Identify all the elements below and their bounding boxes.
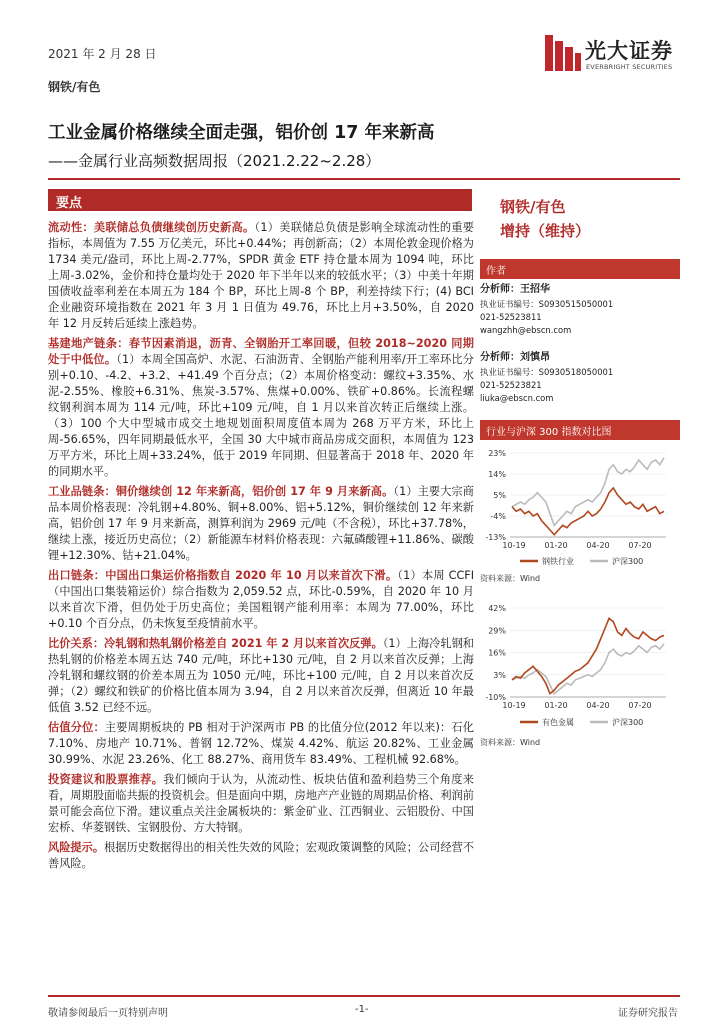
paragraph: 投资建议和股票推荐。我们倾向于认为，从流动性、板块估值和盈利趋势三个角度来看，周期股面临共振的投资机会。但是面向中期，房地产产业链的周期品价格、利润前景可能会高位下滑。建议重点关注金属板块的：紫金矿业、江西铜业、云铝股份、中国宏桥、华菱钢铁、宝钢股份、方大特钢。 bbox=[48, 773, 474, 834]
authors-label: 作者 bbox=[486, 266, 506, 277]
chart-section-label: 行业与沪深 300 指数对比图 bbox=[486, 427, 612, 438]
y-tick-label: 23% bbox=[488, 449, 506, 458]
y-tick-label: 3% bbox=[493, 670, 506, 680]
report-date: 2021 年 2 月 28 日 bbox=[48, 47, 157, 61]
analyst-block: 分析师：刘慎昂 执业证书编号：S0930518050001 021-52523821 liuka@ebscn.com bbox=[480, 352, 614, 403]
keypoints-header bbox=[48, 189, 472, 211]
nonferrous-vs-csi300-chart bbox=[478, 600, 683, 730]
y-tick-label: 14% bbox=[488, 470, 506, 479]
page-number: -1- bbox=[355, 1004, 369, 1015]
x-tick-label: 10-19 bbox=[502, 541, 526, 550]
analyst-name: 刘慎昂 bbox=[520, 352, 550, 363]
legend-label: 有色金属 bbox=[542, 718, 574, 727]
y-tick-label: 29% bbox=[488, 626, 506, 636]
paragraph: 基建地产链条：春节因素消退，沥青、全钢胎开工率回暖，但较 2018~2020 同期处于中低位。（1）本周全国高炉、水泥、石油沥青、全钢胎产能利用率/开工率环比分别+0.10、-4.2、+3.2、+41.49 个百分点；（2）本周价格变动：螺纹+3.35%、水泥-2.55%、橡胶+6.31%、焦炭-3.57%、焦煤+0.00%、铁矿+0.86%。长流程螺纹钢利润本周为 114 元/吨，环比+109 元/吨，自 1 月以来首次转正后继续上涨。（3）100 个大中型城市成交土地规划面积周度值本周为 268 万平方米，环比上周-56.65%，四年同期最低水平，全国 30 大中城市商品房成交面积，本周值为 123 万平方米，环比上周+33.24%，低于 2019 年同期、但显著高于 2018 年、2020 年的同期水平。 bbox=[48, 337, 474, 478]
paragraph: 风险提示。根据历史数据得出的相关性失效的风险；宏观政策调整的风险；公司经营不善风险。 bbox=[48, 841, 474, 870]
steel-vs-csi300-chart bbox=[478, 445, 683, 570]
rating-value: 增持（维持） bbox=[500, 222, 591, 240]
x-tick-label: 07-20 bbox=[628, 701, 652, 710]
analyst-block: 分析师：王招华 执业证书编号：S0930515050001 021-52523811 wangzhh@ebscn.com bbox=[480, 284, 614, 335]
x-tick-label: 01-20 bbox=[544, 541, 568, 550]
footer-doc-type: 证券研究报告 bbox=[618, 1008, 678, 1019]
x-tick-label: 10-19 bbox=[502, 701, 526, 710]
x-tick-label: 04-20 bbox=[586, 701, 610, 710]
y-tick-label: 5% bbox=[493, 491, 506, 500]
footer-disclaimer: 敬请参阅最后一页特别声明 bbox=[48, 1008, 168, 1019]
series-line bbox=[512, 618, 664, 693]
analyst-email: liuka@ebscn.com bbox=[480, 393, 554, 403]
footer-divider bbox=[48, 995, 680, 997]
x-tick-label: 01-20 bbox=[544, 701, 568, 710]
y-tick-label: -10% bbox=[485, 693, 506, 702]
analyst-name: 王招华 bbox=[520, 284, 550, 295]
logo-text-en: EVERBRIGHT SECURITIES bbox=[586, 63, 673, 71]
logo-text-cn: 光大证券 bbox=[585, 39, 673, 63]
logo bbox=[545, 33, 695, 77]
chart-source: 资料来源：Wind bbox=[480, 738, 541, 747]
paragraph: 估值分位：主要周期板块的 PB 相对于沪深两市 PB 的比值分位(2012 年以来)：石化 7.10%、房地产 10.71%、普钢 12.72%、煤炭 4.42%、航运 20.82%、工业金属 30.99%、水泥 23.26%、化工 88.27%、商用货车 83.49%、工程机械 92.68%。 bbox=[48, 721, 474, 766]
chart-section-header bbox=[480, 420, 680, 440]
x-tick-label: 04-20 bbox=[586, 541, 610, 550]
legend-label: 钢铁行业 bbox=[542, 557, 574, 566]
y-tick-label: -13% bbox=[485, 533, 506, 542]
page-title: 工业金属价格继续全面走强，铝价创 17 年来新高 bbox=[48, 123, 435, 143]
x-tick-label: 07-20 bbox=[628, 541, 652, 550]
chart-source: 资料来源：Wind bbox=[480, 574, 541, 583]
analyst-email: wangzhh@ebscn.com bbox=[480, 325, 572, 335]
y-tick-label: -4% bbox=[490, 512, 506, 521]
paragraph: 流动性：美联储总负债继续创历史新高。（1）美联储总负债是影响全球流动性的重要指标，本周值为 7.55 万亿美元，环比+0.44%；再创新高；（2）本周伦敦金现价格为 1734 美元/盎司，环比上周-2.77%，SPDR 黄金 ETF 持仓量本周为 1094 吨，环比上周-3.02%，金价和持仓量均处于 2020 年下半年以来的较低水平；（3）中美十年期国债收益率利差在本周五为 184 个 BP，环比上周-8 个 BP，利差持续下行；(4) BCI 企业融资环境指数在 2021 年 3 月 1 日值为 49.76，环比上月+3.50%，自 2020 年 12 月反转后延续上涨趋势。 bbox=[48, 221, 474, 330]
rating-sector: 钢铁/有色 bbox=[500, 198, 566, 216]
legend-label: 沪深300 bbox=[612, 557, 644, 566]
y-tick-label: 42% bbox=[488, 604, 506, 613]
page-subtitle: ——金属行业高频数据周报（2021.2.22~2.28） bbox=[48, 152, 381, 170]
y-tick-label: 16% bbox=[488, 648, 506, 658]
keypoints-label: 要点 bbox=[56, 196, 83, 211]
paragraph: 出口链条：中国出口集运价格指数自 2020 年 10 月以来首次下滑。（1）本周 CCFI（中国出口集装箱运价）综合指数为 2,059.52 点，环比-0.59%，自 2020 年 10 月以来首次下滑，但仍处于历史高位；美国粗钢产能利用率：本周为 77.00%，环比+0.10 个百分点，仍未恢复至疫情前水平。 bbox=[48, 569, 474, 630]
authors-header bbox=[480, 259, 680, 279]
keypoints-body bbox=[48, 220, 474, 876]
sector-label: 钢铁/有色 bbox=[48, 80, 101, 94]
header-divider bbox=[48, 178, 680, 180]
legend-label: 沪深300 bbox=[612, 718, 644, 727]
logo-icon bbox=[545, 35, 581, 71]
paragraph: 比价关系：冷轧钢和热轧钢价格差自 2021 年 2 月以来首次反弹。（1）上海冷轧钢和热轧钢的价格差本周五达 740 元/吨，环比+130 元/吨，自 2 月以来首次反弹；上海冷轧钢和螺纹钢的价差本周五为 1050 元/吨，环比+100 元/吨，自 2 月以来首次反弹；（2）螺纹和铁矿的价格比值本周为 3.94，自 2 月以来首次反弹，但离近 10 年最低值 3.52 已经不远。 bbox=[48, 637, 474, 714]
paragraph: 工业品链条：铜价继续创 12 年来新高，铝价创 17 年 9 月来新高。（1）主要大宗商品本周价格表现：冷轧钢+4.80%、铜+8.00%、铝+5.12%，铜价继续创 12 年来新高，铝价创 17 年 9 月来新高，测算利润为 2969 元/吨（不含税），环比+37.78%，继续上涨，接近历史高位；（2）新能源车材料价格表现：六氟磷酸锂+11.86%、碳酸锂+12.30%、钴+21.04%。 bbox=[48, 485, 474, 562]
